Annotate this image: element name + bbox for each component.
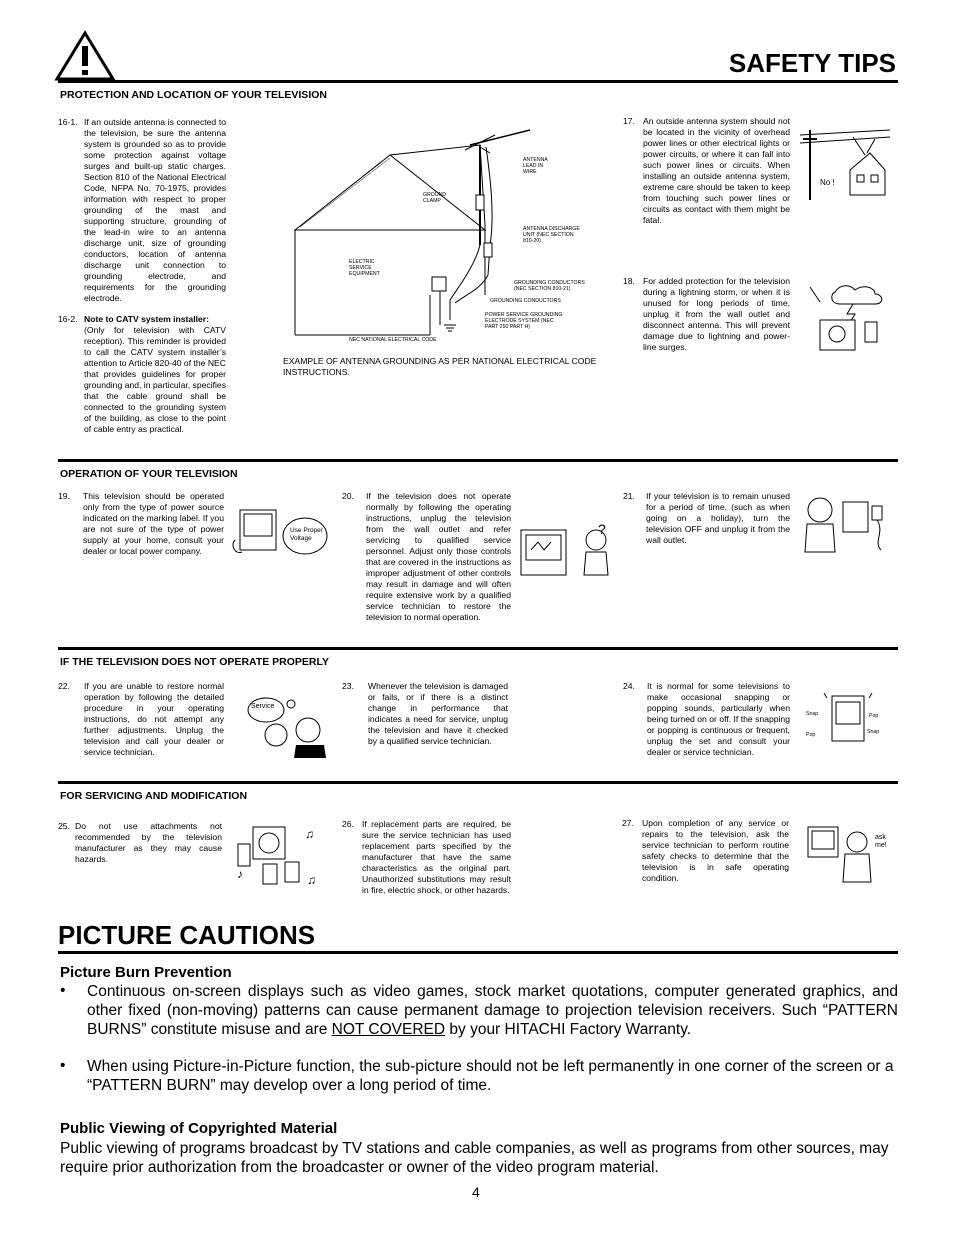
burn-bullet-1	[87, 982, 898, 1039]
use-voltage-label: Use Proper Voltage	[290, 527, 323, 542]
item-text: If your television is to remain unused for a period of time, (such as when going on a holiday), turn the television OFF and unplug it from the wall outlet.	[646, 491, 790, 545]
item-17	[623, 116, 790, 226]
label-ground-clamp: GROUND CLAMP	[423, 192, 447, 204]
item-16-1	[58, 117, 226, 304]
item-19	[58, 491, 224, 557]
item-text: If you are unable to restore normal operation by following the detailed procedure in your operating instructions, do not attempt any further adjustments. Unplug the television and call your dealer or service technician.	[84, 681, 224, 757]
burn-bullet-2: When using Picture-in-Picture function, the sub-picture should not be left permanently in one corner of the screen or a “PATTERN BURN” may develop over a long period of time.	[87, 1058, 894, 1094]
item-21	[623, 491, 790, 546]
label-grounding: GROUNDING CONDUCTORS	[490, 298, 561, 304]
item-text: It is normal for some televisions to make occasional snapping or popping sounds, particularly when being turned on or off. If the snapping or popping is continuous or frequent, unplug the set and consult your dealer or service technician.	[647, 681, 790, 757]
not-covered-text: NOT COVERED	[331, 1021, 446, 1038]
snap-label: Snap	[806, 711, 819, 717]
bullet-marker: •	[60, 982, 66, 999]
item-number: 17.	[623, 116, 635, 126]
technician-tv-illustration	[516, 520, 621, 580]
attachments-illustration	[235, 822, 325, 888]
item-number: 27.	[622, 818, 634, 828]
item-text: Do not use attachments not recommended by the television manufacturer as they may cause hazards.	[75, 821, 222, 864]
header-rule	[58, 80, 898, 83]
technician-ask-illustration	[805, 822, 877, 884]
svg-text:♪: ♪	[237, 867, 243, 881]
public-viewing-text: Public viewing of programs broadcast by TV stations and cable companies, as well as programs from other sources, may require prior authorization from the broadcaster or owner of the video program material.	[60, 1140, 889, 1176]
label-nec: NEC NATIONAL ELECTRICAL CODE	[349, 337, 437, 343]
label-electric-service: ELECTRIC SERVICE EQUIPMENT	[349, 259, 380, 277]
item-number: 23.	[342, 681, 354, 691]
item-text: If an outside antenna is connected to the television, be sure the antenna system is grounded so as to provide some protection against voltage surges and built-up static charges. Section 810 of the National Electrical Code, NFPA No. 70-1975, provides information with respect to proper grounding of the mast and supporting structure, grounding of the lead-in wire to an antenna discharge unit, size of grounding conductors, location of antenna discharge unit connection to grounding electrode, and requirements for the grounding electrode.	[84, 117, 226, 303]
item-text: If the television does not operate normally by following the operating instructions, unplug the television from the wall outlet and refer servicing to qualified service personnel. Adjust only those controls that are covered in the instructions as improper adjustment of other controls may result in damage and will often require extensive work by a qualified service technician to restore the television to normal operation.	[366, 491, 511, 622]
power-lines-illustration	[795, 125, 895, 205]
item-26	[342, 819, 511, 896]
item-number: 19.	[58, 491, 70, 501]
service-label: Service	[251, 703, 275, 710]
item-number: 21.	[623, 491, 635, 501]
item-text: Upon completion of any service or repairs to the television, ask the service technician to perform routine safety checks to determine that the television is in safe operating condition.	[642, 818, 789, 883]
pop-label: Pop	[869, 713, 879, 719]
warning-triangle-icon	[54, 30, 116, 82]
item-text: If replacement parts are required, be sure the service technician has used replacement parts specified by the manufacturer that have the same characteristics as the original part. Unauthorized substitutions may result in fire, electric shock, or other hazards.	[362, 819, 511, 895]
section-heading-servicing: FOR SERVICING AND MODIFICATION	[60, 790, 248, 802]
picture-cautions-rule	[58, 951, 898, 954]
svg-text:♫: ♫	[305, 827, 314, 841]
label-grounding-nec: GROUNDING CONDUCTORS (NEC SECTION 810-21)	[514, 280, 585, 292]
ask-me-label: ask me!	[875, 834, 887, 849]
item-24	[623, 681, 790, 758]
picture-burn-heading: Picture Burn Prevention	[60, 964, 232, 981]
item-text: (Only for television with CATV reception). This reminder is provided to call the CATV system installer’s attention to Article 820-40 of the NEC that provides guidelines for proper grounding and, in particular, specifies that the cable ground shall be connected to the grounding system of the building, as close to the point of cable entry as practical.	[84, 325, 226, 434]
section-heading-not-operate: IF THE TELEVISION DOES NOT OPERATE PROPERLY	[60, 656, 329, 668]
phone-service-illustration	[246, 690, 330, 760]
label-lead-in: ANTENNA LEAD IN WIRE	[523, 157, 548, 175]
section-heading-operation: OPERATION OF YOUR TELEVISION	[60, 468, 238, 480]
item-20	[342, 491, 511, 623]
public-viewing-heading: Public Viewing of Copyrighted Material	[60, 1120, 338, 1137]
item-number: 26.	[342, 819, 354, 829]
no-label: No !	[820, 178, 835, 187]
page-title: SAFETY TIPS	[728, 48, 896, 78]
item-23	[342, 681, 508, 747]
page-number: 4	[472, 1184, 480, 1200]
section-rule	[58, 781, 898, 784]
item-text: Whenever the television is damaged or fails, or if there is a distinct change in performance that indicates a need for service, unplug the television and have it checked by a qualified service technician.	[368, 681, 508, 746]
item-text: An outside antenna system should not be located in the vicinity of overhead power lines or other electrical lights or power circuits, or where it can fall into such power lines or circuits. When installing an outside antenna system, extreme care should be taken to keep from touching such power lines or circuits as contact with them might be fatal.	[643, 116, 790, 225]
picture-cautions-title: PICTURE CAUTIONS	[58, 920, 316, 950]
item-number: 25.	[58, 821, 70, 831]
item-25	[58, 821, 222, 865]
unplug-person-illustration	[795, 492, 895, 554]
section-rule	[58, 647, 898, 650]
item-number: 18.	[623, 276, 635, 286]
section-heading-protection: PROTECTION AND LOCATION OF YOUR TELEVISION	[60, 89, 327, 101]
diagram-caption: EXAMPLE OF ANTENNA GROUNDING AS PER NATIONAL ELECTRICAL CODE INSTRUCTIONS.	[283, 356, 597, 377]
item-number: 22.	[58, 681, 70, 691]
snap-label: Snap	[867, 729, 880, 735]
label-discharge-unit: ANTENNA DISCHARGE UNIT (NEC SECTION 810-20)	[523, 226, 580, 244]
svg-text:♫: ♫	[307, 873, 316, 887]
pop-label: Pop	[806, 732, 816, 738]
section-rule	[58, 459, 898, 462]
item-text: This television should be operated only from the type of power source indicated on the marking label. If you are not sure of the type of power supply at your home, consult your dealer or local power company.	[83, 491, 224, 556]
item-number: 24.	[623, 681, 635, 691]
item-27	[622, 818, 789, 884]
lightning-storm-illustration	[805, 282, 895, 357]
item-number: 20.	[342, 491, 354, 501]
item-text: For added protection for the television during a lightning storm, or when it is unused for long periods of time, unplug it from the wall outlet and disconnect antenna. This will prevent damage due to lightning and power-line surges.	[643, 276, 790, 352]
bullet-1-tail: by your HITACHI Factory Warranty.	[449, 1021, 692, 1038]
bullet-1-text: Continuous on-screen displays such as video games, stock market quotations, computer generated graphics, and other fixed (non-moving) patterns can cause permanent damage to projection television receivers. Such “PATTERN BURNS” constitute misuse and are	[87, 983, 898, 1038]
bullet-marker: •	[60, 1057, 66, 1074]
svg-text:?: ?	[598, 521, 606, 537]
item-number: 16-1.	[58, 117, 78, 127]
item-number: 16-2.	[58, 314, 78, 324]
item-22	[58, 681, 224, 758]
item-note-title: Note to CATV system installer:	[84, 314, 209, 324]
item-16-2	[58, 314, 226, 435]
item-18	[623, 276, 790, 353]
label-power-service: POWER SERVICE GROUNDING ELECTRODE SYSTEM (NEC PART 250 PART H)	[485, 312, 563, 330]
